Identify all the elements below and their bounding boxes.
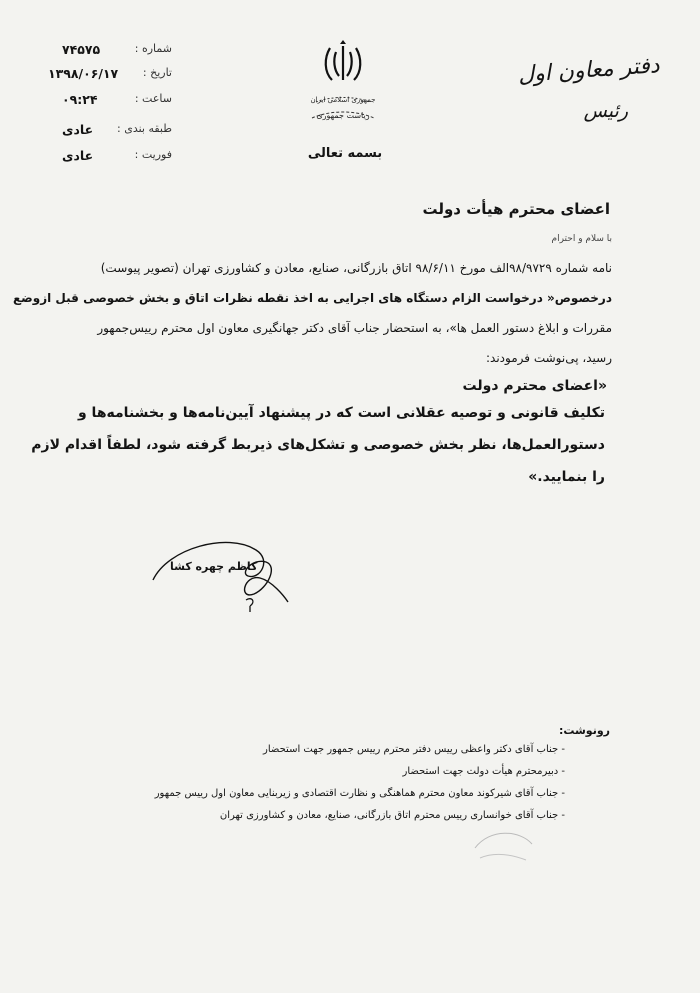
- basmala: بسمه تعالی: [307, 146, 383, 161]
- body-line-3: مقررات و ابلاغ دستور العمل ها»، به استحضار جناب آقای دکتر جهانگیری معاون اول محترم رییس‌جمهور: [97, 321, 612, 335]
- body-line-2: درخصوص« درخواست الزام دستگاه های اجرایی به اخذ نقطه نظرات اتاق و بخش خصوصی قبل ازوضع: [12, 291, 612, 305]
- cc-item: - جناب آقای دکتر واعظی رییس دفتر محترم رییس جمهور جهت استحضار: [263, 744, 565, 755]
- cc-item: - جناب آقای شیرکوند معاون محترم هماهنگی و نظارت اقتصادی و زیربنایی معاون اول رییس جمهور: [154, 788, 565, 799]
- svg-text:ریاست جمهوری: ریاست جمهوری: [316, 111, 370, 120]
- cc-title: رونوشت:: [558, 724, 610, 737]
- letter-date: تاریخ : ۱۳۹۸/۰۶/۱۷: [48, 66, 172, 81]
- recipient-heading: اعضای محترم هیأت دولت: [422, 200, 610, 218]
- iran-emblem-logo: [300, 40, 386, 130]
- letter-time: ساعت : ۰۹:۲۴: [62, 92, 172, 107]
- emblem-icon: [300, 40, 386, 130]
- quote-line-4: را بنمایید.»: [528, 469, 605, 485]
- handwritten-note-head: رئیس: [583, 100, 628, 122]
- greeting: با سلام و احترام: [551, 234, 612, 244]
- signature-icon: [148, 536, 298, 616]
- signatory-name: کاظم چهره کشا: [170, 560, 258, 573]
- quote-line-1: «اعضای محترم دولت: [462, 378, 607, 394]
- letter-number: شماره : ۷۴۵۷۵: [62, 42, 172, 57]
- quote-line-3: دستورالعمل‌ها، نظر بخش خصوصی و تشکل‌های ذیربط گرفته شود، لطفاً اقدام لازم: [31, 437, 605, 453]
- handwritten-note-office: دفتر معاون اول: [517, 53, 661, 88]
- cc-item: - جناب آقای خوانساری رییس محترم اتاق بازرگانی، صنایع، معادن و کشاورزی تهران: [219, 810, 565, 821]
- letter-priority: فوریت : عادی: [62, 148, 172, 163]
- svg-text:جمهوری اسلامی ایران: جمهوری اسلامی ایران: [310, 96, 376, 104]
- signature-mark: [148, 536, 298, 616]
- quote-line-2: تکلیف قانونی و توصیه عقلانی است که در پیشنهاد آیین‌نامه‌ها و بخشنامه‌ها و: [77, 405, 605, 421]
- faint-stamp-mark: [470, 818, 540, 868]
- cc-item: - دبیرمحترم هیأت دولت جهت استحضار: [402, 766, 565, 777]
- letter-classification: طبقه بندی : عادی: [62, 122, 172, 137]
- body-line-1: نامه شماره ۹۸/۹۷۲۹الف مورخ ۹۸/۶/۱۱ اتاق بازرگانی، صنایع، معادن و کشاورزی تهران (تصویر پیوست): [100, 261, 612, 275]
- body-line-4: رسید، پی‌نوشت فرمودند:: [486, 351, 612, 365]
